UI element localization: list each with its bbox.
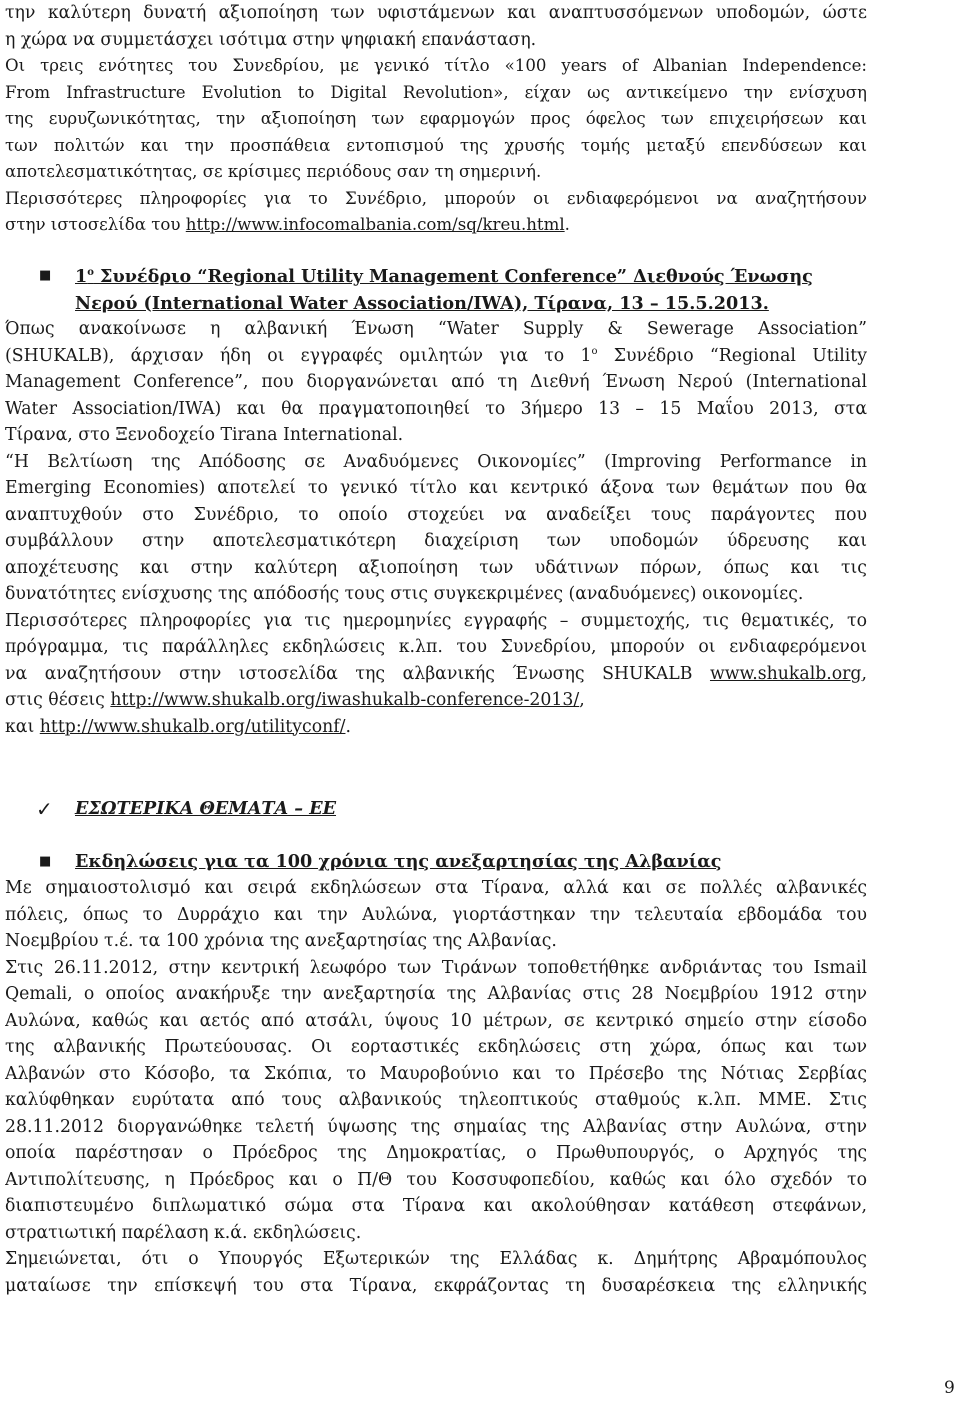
text-line: η χώρα να συμμετάσχει ισότιμα στην ψηφιακή επανάσταση. (5, 29, 537, 50)
page-number: 9 (944, 1378, 955, 1398)
text-line: Περισσότερες πληροφορίες για τις ημερομηνίες εγγραφής – συμμετοχής, τις θεματικές, το (5, 610, 867, 631)
checkmark-icon: ✓ (36, 797, 53, 821)
text-line: συμβάλλουν στην αποτελεσματικότερη διαχείριση των υποδομών ύδρευσης και (5, 531, 867, 551)
text-line: την καλύτερη δυνατή αξιοποίηση των υφιστάμενων και αναπτυσσόμενων υποδομών, ώστε (5, 3, 867, 23)
text-line: ματαίωσε την επίσκεψή του στα Τίρανα, εκφράζοντας τη δυσαρέσκεια της ελληνικής (5, 1275, 867, 1296)
text-line (5, 661, 867, 688)
text-line: αναπτυχθούν στο Συνέδριο, το οποίο στοχεύει να αναδείξει τους παράγοντες που (5, 504, 867, 525)
text-fragment: Συνέδριο “Regional Utility (597, 345, 867, 366)
text-fragment: Συνέδριο “Regional Utility Management Conference” Διεθνούς Ένωσης (93, 266, 813, 287)
text-line: της ευρυζωνικότητας, την αξιοποίηση των εφαρμογών προς όφελος των επιχειρήσεων και (5, 109, 867, 128)
text-line: Αυλώνα, καθώς και αετός από ατσάλι, ύψους 10 μέτρων, σε κεντρικό σημείο στην είσοδο (5, 1010, 867, 1031)
utilityconf-link[interactable]: http://www.shukalb.org/utilityconf/ (39, 716, 346, 737)
superscript: ο (87, 267, 94, 278)
infocom-link[interactable]: http://www.infocomalbania.com/sq/kreu.html (185, 215, 565, 234)
text-line: Στις 26.11.2012, στην κεντρική λεωφόρο των Τιράνων τοποθετήθηκε ανδριάντας του Ismail (5, 957, 867, 978)
text-line: Water Association/IWA) και θα πραγματοποιηθεί το 3ήμερο 13 – 15 Μαΐου 2013, στα (5, 398, 867, 419)
text-line: From Infrastructure Evolution to Digital Revolution», είχαν ως αντικείμενο την ενίσχυση (5, 82, 867, 102)
heading-line: Εκδηλώσεις για τα 100 χρόνια της ανεξαρτησίας της Αλβανίας (75, 851, 722, 872)
heading-line: Νερού (International Water Association/IWA), Τίρανα, 13 – 15.5.2013. (75, 292, 769, 314)
text-fragment: στην ιστοσελίδα του (5, 215, 186, 234)
conference-paragraph (5, 316, 867, 740)
intro-paragraph (5, 0, 867, 239)
heading-line (75, 264, 875, 291)
text-line: διαπιστευμένο διπλωματικό σώμα στα Τίρανα και ακολούθησαν κατάθεση στεφάνων, (5, 1196, 867, 1216)
text-line: οποία παρέστησαν ο Πρόεδρος της Δημοκρατίας, ο Πρωθυπουργός, ο Αρχηγός της (5, 1143, 867, 1163)
conference-heading (75, 264, 875, 317)
text-line: αποχέτευσης και στην καλύτερη αξιοποίηση των υδάτινων πόρων, όπως και τις (5, 557, 867, 578)
text-line: πρόγραμμα, τις παράλληλες εκδηλώσεις κ.λπ. του Συνεδρίου, μπορούν οι ενδιαφερόμενοι (5, 637, 867, 657)
superscript: ο (591, 345, 598, 357)
text-fragment: . (345, 716, 351, 737)
text-fragment: να αναζητήσουν στην ιστοσελίδα της αλβανικής Ένωσης SHUKALB (5, 663, 710, 684)
text-fragment: , (579, 690, 585, 710)
text-fragment: . (564, 215, 570, 234)
text-line: Όπως ανακοίνωσε η αλβανική Ένωση “Water Supply & Sewerage Association” (5, 319, 867, 339)
shukalb-link[interactable]: www.shukalb.org (709, 663, 862, 684)
text-line: Αλβανών στο Κόσοβο, τα Σκόπια, το Μαυροβούνιο και το Πρέσεβο της Νότιας Σερβίας (5, 1063, 867, 1084)
text-line: Νοεμβρίου τ.έ. τα 100 χρόνια της ανεξαρτησίας της Αλβανίας. (5, 931, 557, 951)
square-bullet-icon: ■ (39, 268, 52, 283)
independence-heading (75, 849, 875, 876)
text-line: “Η Βελτίωση της Απόδοσης σε Αναδυόμενες Οικονομίες” (Improving Performance in (5, 451, 867, 472)
text-line: Emerging Economies) αποτελεί το γενικό τίτλο και κεντρικό άξονα των θεμάτων που θα (5, 478, 867, 498)
text-line: Management Conference”, που διοργανώνεται από τη Διεθνή Ένωση Νερού (International (5, 372, 867, 392)
text-line: των πολιτών και την προσπάθεια εντοπισμού της χρυσής τομής μεταξύ επενδύσεων και (5, 135, 867, 155)
text-line: Περισσότερες πληροφορίες για το Συνέδριο, μπορούν οι ενδιαφερόμενοι να αναζητήσουν (5, 188, 867, 208)
section-title: ΕΣΩΤΕΡΙΚΑ ΘΕΜΑΤΑ – ΕΕ (75, 798, 337, 819)
text-fragment: και (5, 716, 40, 737)
text-line: Οι τρεις ενότητες του Συνεδρίου, με γενικό τίτλο «100 years of Albanian Independence: (5, 56, 867, 75)
square-bullet-icon: ■ (39, 854, 52, 869)
text-line: Με σημαιοστολισμό και σειρά εκδηλώσεων στα Τίρανα, αλλά και σε πολλές αλβανικές (5, 878, 867, 898)
text-line: 28.11.2012 διοργανώθηκε τελετή ύψωσης της σημαίας της Αλβανίας στην Αυλώνα, στην (5, 1116, 867, 1137)
text-line (5, 212, 867, 239)
text-line: Τίρανα, στο Ξενοδοχείο Tirana International. (5, 425, 404, 445)
text-fragment: , (861, 663, 867, 684)
text-fragment: στις θέσεις (5, 690, 111, 710)
text-line (5, 343, 867, 370)
text-line (5, 687, 867, 714)
text-line: στρατιωτική παρέλαση κ.ά. εκδηλώσεις. (5, 1222, 362, 1243)
text-line: καλύφθηκαν ευρύτατα από τους αλβανικούς τηλεοπτικούς σταθμούς κ.λπ. ΜΜΕ. Στις (5, 1090, 867, 1110)
shukalb-conference-link[interactable]: http://www.shukalb.org/iwashukalb-conference-2013/ (110, 690, 580, 710)
text-fragment: 1 (75, 266, 88, 287)
text-fragment: (SHUKALB), άρχισαν ήδη οι εγγραφές ομιλητών για το 1 (5, 345, 592, 366)
text-line: της αλβανικής Πρωτεύουσας. Οι εορταστικές εκδηλώσεις στη χώρα, όπως και των (5, 1037, 867, 1057)
text-line: αποτελεσματικότητας, σε κρίσιμες περιόδους σαν τη σημερινή. (5, 162, 542, 181)
text-line: Σημειώνεται, ότι ο Υπουργός Εξωτερικών της Ελλάδας κ. Δημήτρης Αβραμόπουλος (5, 1249, 867, 1269)
text-line: δυνατότητες ενίσχυσης της απόδοσής τους στις συγκεκριμένες (αναδυόμενες) οικονομίες. (5, 584, 804, 604)
text-line: Qemali, ο οποίος ανακήρυξε την ανεξαρτησία της Αλβανίας στις 28 Νοεμβρίου 1912 στην (5, 984, 867, 1004)
independence-paragraphs (5, 875, 867, 1299)
text-line: πόλεις, όπως το Δυρράχιο και την Αυλώνα, γιορτάστηκαν την τελευταία εβδομάδα του (5, 904, 867, 925)
text-line: Αντιπολίτευσης, η Πρόεδρος και ο Π/Θ του Κοσσυφοπεδίου, καθώς και όλο σχεδόν το (5, 1169, 867, 1190)
internal-affairs-heading (75, 796, 875, 823)
text-line (5, 714, 867, 741)
